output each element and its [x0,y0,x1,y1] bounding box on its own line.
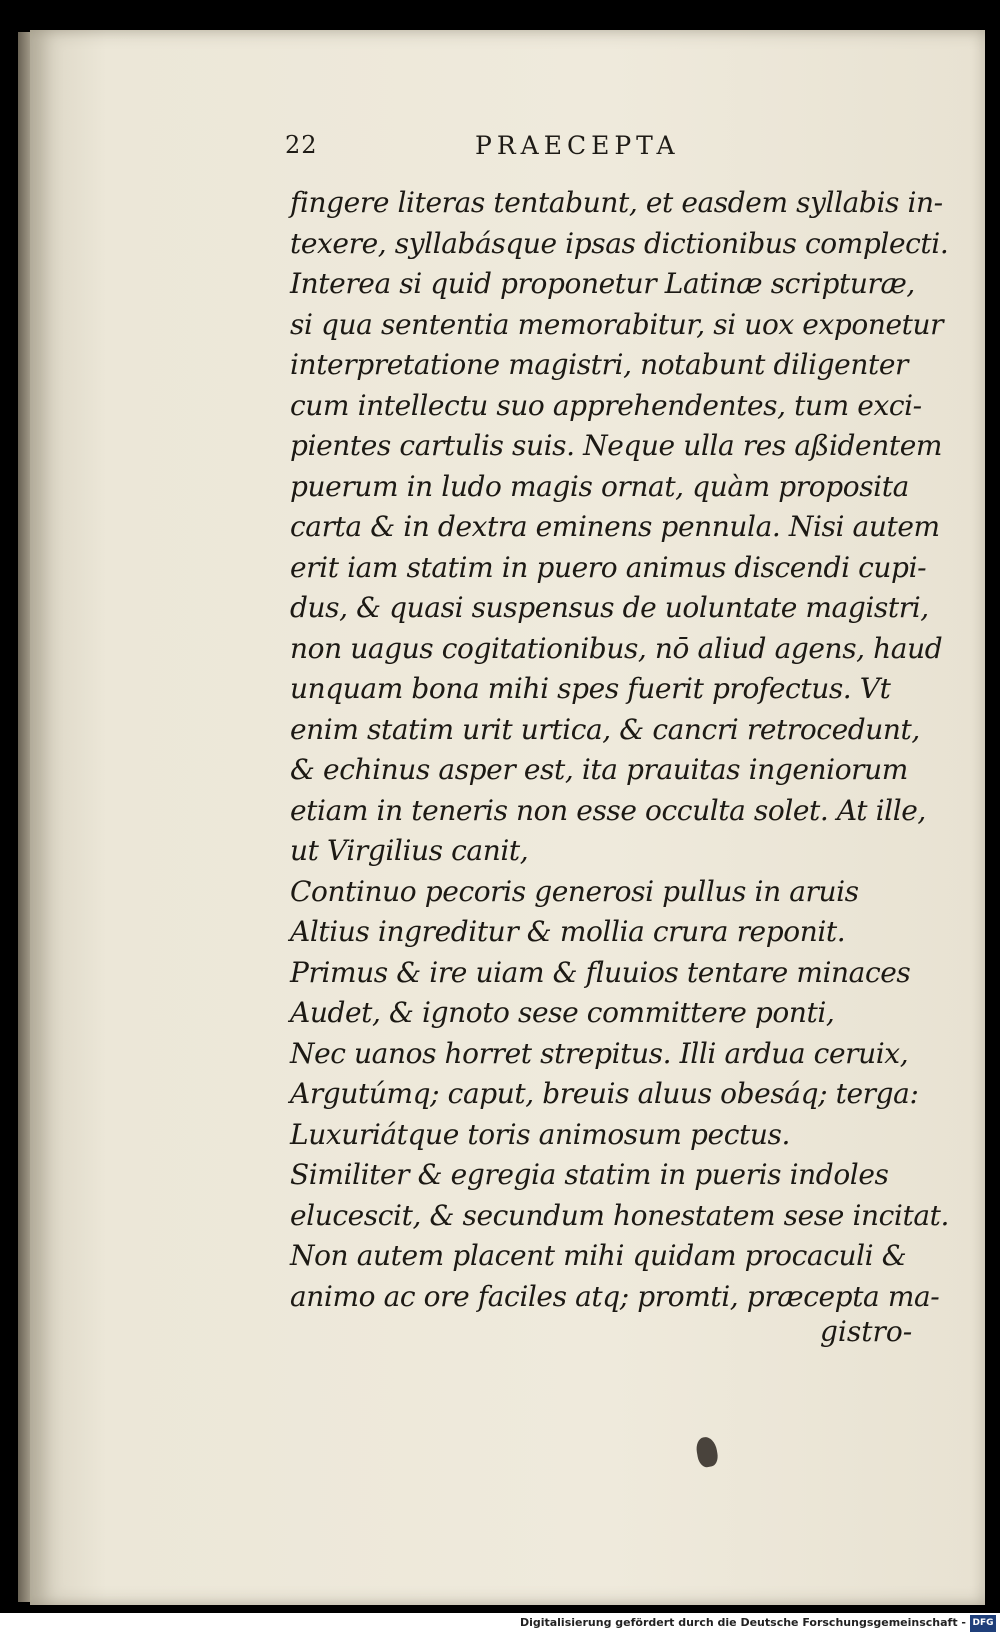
text-line: si qua sententia memorabitur, si uox exponetur [290,307,944,341]
body-text [290,183,949,1317]
text-line: etiam in teneris non esse occulta solet. At ille, [290,793,926,827]
text-line: elucescit, & secundum honestatem sese incitat. [290,1198,949,1232]
verse-line: Continuo pecoris generosi pullus in aruis [290,874,859,908]
verse-line: Argutúmq; caput, breuis aluus obesáq; terga: [290,1077,919,1110]
text-line: dus, & quasi suspensus de uoluntate magistri, [290,591,929,624]
running-head: PRAECEPTA [475,131,680,160]
text-line: Non autem placent mihi quidam procaculi & [290,1239,907,1272]
catchword: gistro- [820,1315,913,1348]
text-line: fingere literas tentabunt, et easdem syllabis in- [290,186,943,219]
text-line: enim statim urit urtica, & cancri retrocedunt, [290,712,920,746]
text-line: non uagus cogitationibus, nō aliud agens, haud [290,631,943,665]
page-number: 22 [285,131,318,159]
text-line: interpretatione magistri, notabunt diligenter [290,348,908,381]
text-line: Interea si quid proponetur Latinæ scripturæ, [290,267,915,300]
verse-line: Altius ingreditur & mollia crura reponit. [290,915,846,948]
text-line: unquam bona mihi spes fuerit profectus. Vt [290,672,891,705]
text-line: Similiter & egregia statim in pueris indoles [290,1158,889,1191]
verse-line: Primus & ire uiam & fluuios tentare minaces [290,955,911,989]
text-line: carta & in dextra eminens pennula. Nisi autem [290,510,940,543]
text-line: & echinus asper est, ita prauitas ingeniorum [290,753,908,786]
verse-line: Luxuriátque toris animosum pectus. [290,1117,790,1151]
text-line: texere, syllabásque ipsas dictionibus complecti. [290,226,949,260]
verse-line: Nec uanos horret strepitus. Illi ardua ceruix, [290,1036,909,1070]
verse-line: Audet, & ignoto sese committere ponti, [290,996,835,1029]
dfg-logo: DFG [970,1615,996,1632]
text-line: puerum in ludo magis ornat, quàm proposita [290,469,909,503]
text-line: erit iam statim in puero animus discendi cupi- [290,550,927,584]
text-line: pientes cartulis suis. Neque ulla res aßidentem [290,429,943,462]
text-line: ut Virgilius canit, [290,834,529,867]
text-line: cum intellectu suo apprehendentes, tum exci- [290,388,922,422]
text-line: animo ac ore faciles atq; promti, præcepta ma- [290,1279,940,1313]
funding-credit: Digitalisierung gefördert durch die Deutsche Forschungsgemeinschaft - [519,1616,966,1629]
